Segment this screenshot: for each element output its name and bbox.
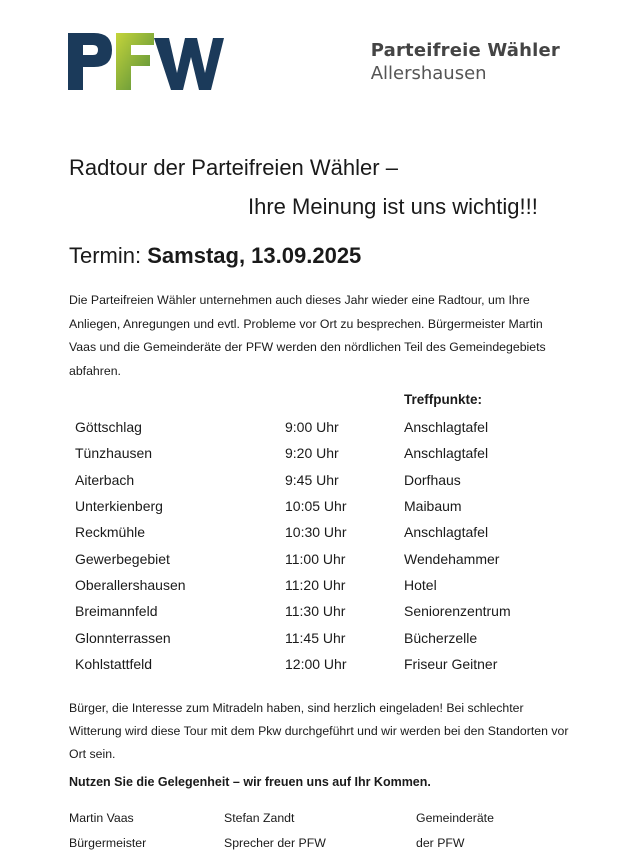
- intro-paragraph: Die Parteifreien Wähler unternehmen auch dieses Jahr wieder eine Radtour, um Ihre Anliegen, Anregungen und evtl. Probleme vor Ort zu besprechen. Bürgermeister Martin Vaas und die Gemeinderäte der PFW werden den nördlichen Teil des Gemeindegebiets abfahren.: [69, 293, 546, 378]
- place-cell: Göttschlag: [75, 419, 142, 436]
- place-cell: Gewerbegebiet: [75, 550, 170, 567]
- place-cell: Tünzhausen: [75, 445, 153, 462]
- table-row: [75, 440, 555, 466]
- table-row: [75, 624, 555, 650]
- table-row: [75, 598, 555, 624]
- signature-block: [69, 806, 146, 856]
- time-cell: 11:00 Uhr: [285, 550, 346, 567]
- table-row: [75, 493, 555, 519]
- outro-paragraph: Bürger, die Interesse zum Mitradeln haben, sind herzlich eingeladen! Bei schlechter Witterung wird diese Tour mit dem Pkw durchgeführt und wir werden bei den Standorten vor Ort sein.: [69, 701, 569, 761]
- schedule-table: [75, 414, 555, 677]
- signature-role: der PFW: [416, 836, 465, 850]
- table-row: [75, 414, 555, 440]
- signature-name: Stefan Zandt: [224, 811, 295, 825]
- time-cell: 9:20 Uhr: [285, 445, 339, 462]
- meeting-point-cell: Dorfhaus: [404, 471, 461, 488]
- time-cell: 10:30 Uhr: [285, 524, 347, 541]
- time-cell: 12:00 Uhr: [285, 655, 347, 672]
- meeting-point-cell: Wendehammer: [404, 550, 500, 567]
- meeting-point-cell: Friseur Geitner: [404, 655, 498, 672]
- signature-block: [416, 806, 494, 856]
- signature-block: [224, 806, 326, 856]
- time-cell: 10:05 Uhr: [285, 498, 347, 515]
- time-cell: 11:20 Uhr: [285, 576, 346, 593]
- time-cell: 9:00 Uhr: [285, 419, 339, 436]
- meeting-point-cell: Maibaum: [404, 498, 462, 515]
- table-row: [75, 572, 555, 598]
- place-cell: Oberallershausen: [75, 576, 186, 593]
- place-cell: Kohlstattfeld: [75, 655, 153, 672]
- table-row: [75, 467, 555, 493]
- meeting-point-cell: Anschlagtafel: [404, 419, 489, 436]
- pfw-logo: [68, 33, 224, 91]
- org-name: Parteifreie Wähler: [370, 40, 560, 61]
- place-cell: Unterkienberg: [75, 498, 163, 515]
- place-cell: Breimannfeld: [75, 603, 158, 620]
- table-row: [75, 651, 555, 677]
- meeting-points-header: Treffpunkte:: [404, 392, 483, 407]
- date-value: Samstag, 13.09.2025: [147, 243, 362, 268]
- meeting-point-cell: Hotel: [404, 576, 437, 593]
- signature-role: Sprecher der PFW: [224, 836, 326, 850]
- meeting-point-cell: Seniorenzentrum: [404, 603, 511, 620]
- org-header: [371, 40, 560, 84]
- meeting-point-cell: Anschlagtafel: [404, 524, 489, 541]
- place-cell: Glonnterrassen: [75, 629, 171, 646]
- call-to-action: Nutzen Sie die Gelegenheit – wir freuen uns auf Ihr Kommen.: [69, 775, 431, 789]
- place-cell: Reckmühle: [75, 524, 146, 541]
- place-cell: Aiterbach: [75, 471, 135, 488]
- event-date: [69, 243, 361, 269]
- date-label: Termin:: [69, 243, 148, 268]
- title-line-1: Radtour der Parteifreien Wähler –: [69, 155, 398, 180]
- title-line-2: Ihre Meinung ist uns wichtig!!!: [248, 194, 538, 219]
- table-row: [75, 545, 555, 571]
- signature-name: Gemeinderäte: [416, 811, 494, 825]
- time-cell: 9:45 Uhr: [285, 471, 339, 488]
- signature-role: Bürgermeister: [69, 836, 147, 850]
- org-place: Allershausen: [370, 63, 487, 84]
- meeting-point-cell: Bücherzelle: [404, 629, 478, 646]
- table-row: [75, 519, 555, 545]
- time-cell: 11:30 Uhr: [285, 603, 346, 620]
- meeting-point-cell: Anschlagtafel: [404, 445, 489, 462]
- time-cell: 11:45 Uhr: [285, 629, 346, 646]
- signature-name: Martin Vaas: [69, 811, 134, 825]
